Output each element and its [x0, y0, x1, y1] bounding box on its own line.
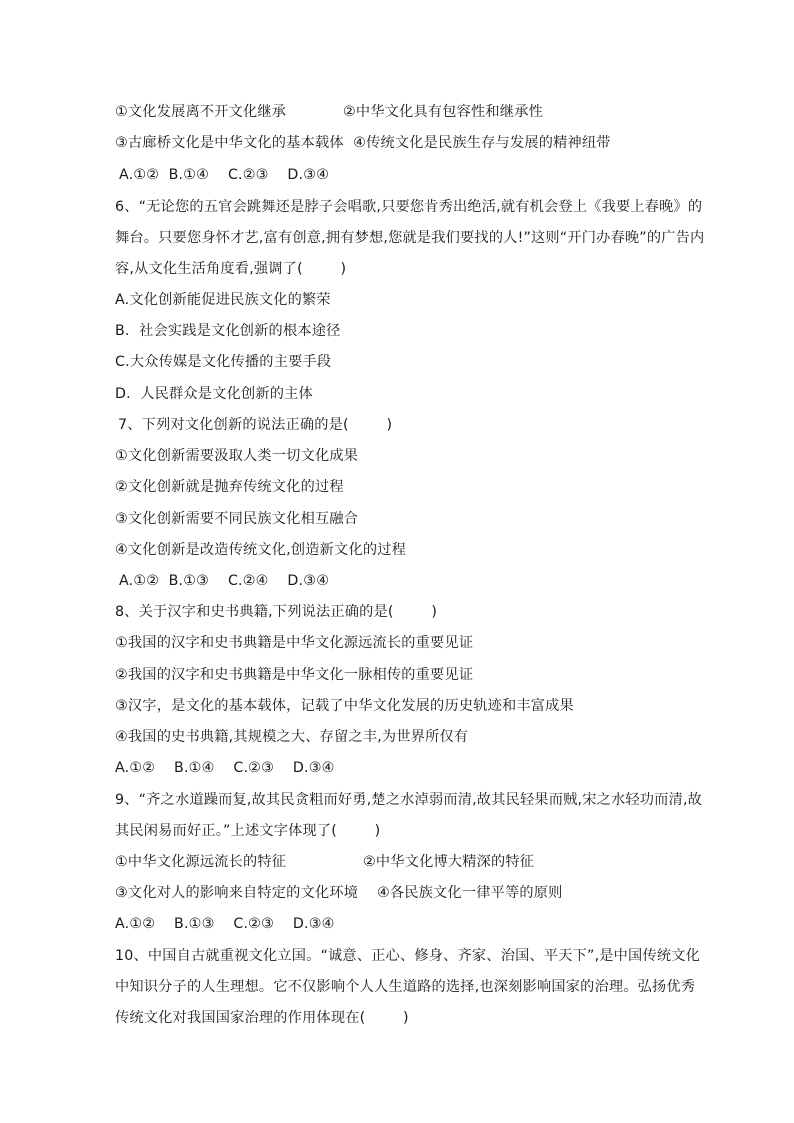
q7-statement-4: ④文化创新是改造传统文化,创造新文化的过程 [115, 542, 406, 558]
q7-stem: 7、下列对文化创新的说法正确的是( ) [118, 417, 393, 433]
q9-stem-line-2: 其民闲易而好正。”上述文字体现了( ) [115, 823, 381, 839]
q7-statement-3: ③文化创新需要不同民族文化相互融合 [115, 511, 359, 527]
q8-statement-4: ④我国的史书典籍,其规模之大、存留之丰,为世界所仅有 [115, 729, 469, 745]
q8-statement-2: ②我国的汉字和史书典籍是中华文化一脉相传的重要见证 [115, 667, 474, 683]
q10-stem-line-2: 中知识分子的人生理想。它不仅影响个人人生道路的选择,也深刻影响国家的治理。弘扬优秀 [115, 979, 696, 995]
q5-statement-2: ②中华文化具有包容性和继承性 [343, 104, 543, 120]
q6-stem-line-3: 容,从文化生活角度看,强调了( ) [115, 261, 347, 277]
q9-statement-2: ②中华文化博大精深的特征 [363, 854, 535, 870]
q6-option-d: D. 人民群众是文化创新的主体 [115, 386, 313, 402]
q9-stem-line-1: 9、“齐之水道躁而复,故其民贪粗而好勇,楚之水淖弱而清,故其民轻果而贼,宋之水轻功而清,故 [115, 792, 703, 808]
q9-options: A.①② B.①③ C.②③ D.③④ [115, 916, 335, 932]
q5-statement-1: ①文化发展离不开文化继承 [115, 104, 287, 120]
q7-options: A.①② B.①③ C.②④ D.③④ [119, 573, 330, 589]
q9-statement-1: ①中华文化源远流长的特征 [115, 854, 287, 870]
q7-statement-1: ①文化创新需要汲取人类一切文化成果 [115, 448, 359, 464]
q8-options: A.①② B.①④ C.②③ D.③④ [115, 760, 335, 776]
q6-stem-line-2: 舞台。只要您身怀才艺,富有创意,拥有梦想,您就是我们要找的人!”这则“开门办春晚”的广告内 [115, 230, 705, 246]
q7-statement-2: ②文化创新就是抛弃传统文化的过程 [115, 479, 344, 495]
q6-option-c: C.大众传媒是文化传播的主要手段 [115, 354, 332, 370]
q9-statements-3-4: ③文化对人的影响来自特定的文化环境 ④各民族文化一律平等的原则 [115, 885, 563, 901]
q10-stem-line-3: 传统文化对我国国家治理的作用体现在( ) [115, 1010, 409, 1026]
q6-option-b: B. 社会实践是文化创新的根本途径 [115, 323, 341, 339]
q6-option-a: A.文化创新能促进民族文化的繁荣 [115, 292, 331, 308]
q8-statement-1: ①我国的汉字和史书典籍是中华文化源远流长的重要见证 [115, 635, 474, 651]
q5-options: A.①② B.①④ C.②③ D.③④ [119, 167, 330, 183]
q5-statements-3-4: ③古廊桥文化是中华文化的基本载体 ④传统文化是民族生存与发展的精神纽带 [115, 135, 611, 151]
q6-stem-line-1: 6、“无论您的五官会跳舞还是脖子会唱歌,只要您肯秀出绝活,就有机会登上《我要上春晚》的 [115, 199, 703, 215]
q8-statement-3: ③汉字，是文化的基本载体，记载了中华文化发展的历史轨迹和丰富成果 [115, 698, 574, 714]
q10-stem-line-1: 10、中国自古就重视文化立国。“诚意、正心、修身、齐家、治国、平天下”,是中国传统文化 [115, 948, 700, 964]
q8-stem: 8、关于汉字和史书典籍,下列说法正确的是( ) [115, 604, 438, 620]
